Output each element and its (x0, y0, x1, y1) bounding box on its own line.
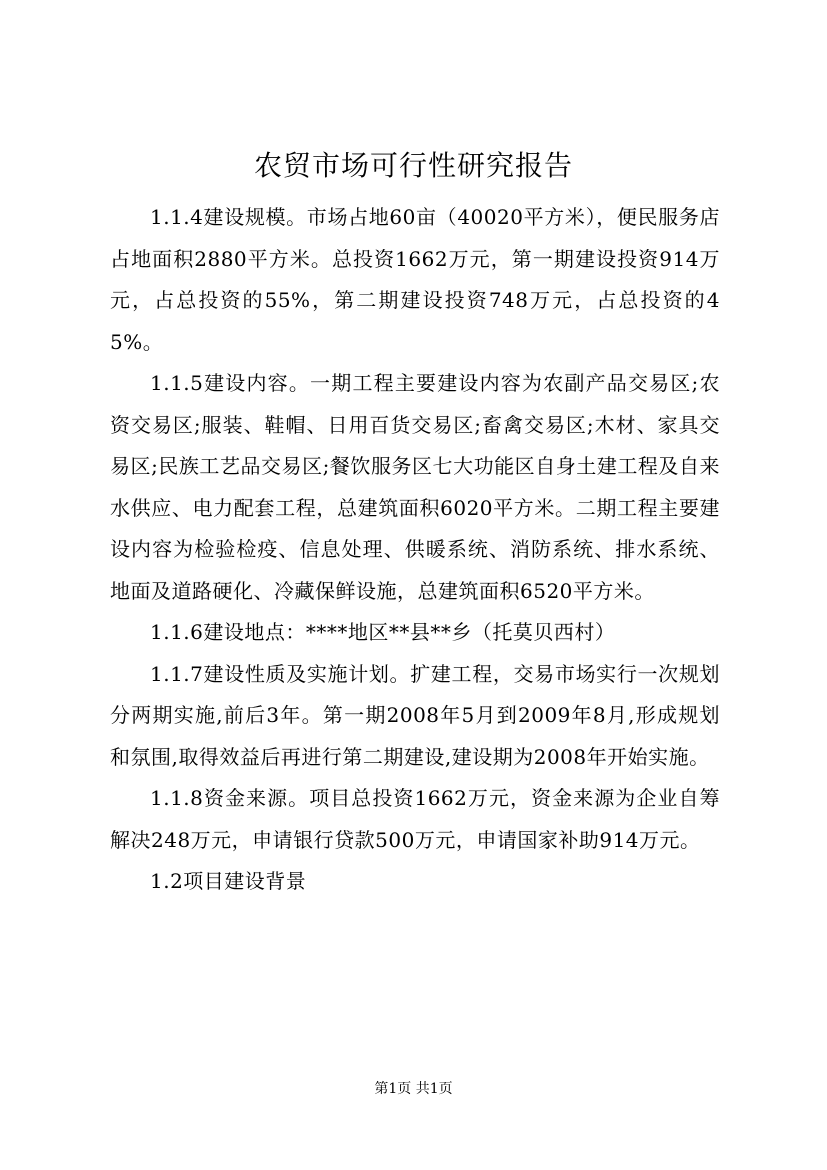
document-title: 农贸市场可行性研究报告 (253, 149, 573, 182)
document-body (110, 197, 720, 903)
section-heading-project-background: 1.2项目建设背景 (150, 869, 307, 893)
paragraph-construction-scale: 1.1.4建设规模。市场占地60亩（40020平方米），便民服务店占地面积2880平方米。总投资1662万元，第一期建设投资914万元，占总投资的55%，第二期建设投资748万元，占总投资的45%。 (110, 205, 720, 354)
paragraph-funding-source: 1.1.8资金来源。项目总投资1662万元，资金来源为企业自筹解决248万元，申请银行贷款500万元，申请国家补助914万元。 (110, 786, 720, 852)
paragraph-implementation-plan: 1.1.7建设性质及实施计划。扩建工程，交易市场实行一次规划分两期实施,前后3年。第一期2008年5月到2009年8月,形成规划和氛围,取得效益后再进行第二期建设,建设期为2008年开始实施。 (110, 661, 720, 769)
page-number-footer: 第1页 共1页 (374, 1081, 453, 1097)
paragraph-construction-location: 1.1.6建设地点：****地区**县**乡（托莫贝西村） (150, 620, 616, 644)
paragraph-construction-content: 1.1.5建设内容。一期工程主要建设内容为农副产品交易区;农资交易区;服装、鞋帽、日用百货交易区;畜禽交易区;木材、家具交易区;民族工艺品交易区;餐饮服务区七大功能区自身土建工程及自来水供应、电力配套工程，总建筑面积6020平方米。二期工程主要建设内容为检验检疫、信息处理、供暖系统、消防系统、排水系统、地面及道路硬化、冷藏保鲜设施，总建筑面积6520平方米。 (110, 371, 720, 603)
